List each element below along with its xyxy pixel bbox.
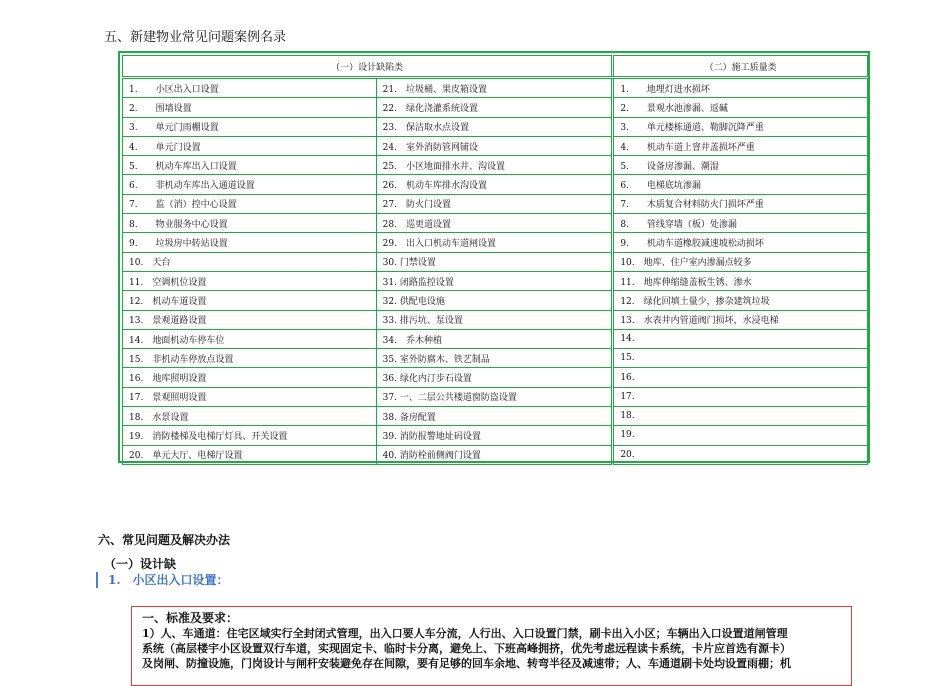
standard-line-2: 系统（高层楼宇小区设置双行车道，实现固定卡、临时卡分离，避免上、下班高峰拥挤，优先考虑远程读卡系统，卡片应首选有源卡） xyxy=(142,642,791,655)
table-cell: 35. 室外防腐木、铁艺制品 xyxy=(376,349,613,368)
table-row xyxy=(123,349,868,368)
table-row xyxy=(123,194,868,213)
table-header-row xyxy=(123,56,868,78)
table-cell: 7. 木质复合材料防火门损坏严重 xyxy=(613,194,868,213)
item-number: 1. xyxy=(108,573,121,587)
table-cell: 26. 机动车库排水沟设置 xyxy=(376,175,613,194)
table-cell: 29. 出入口机动车道闸设置 xyxy=(376,233,613,252)
table-cell: 4. 单元门设置 xyxy=(123,136,377,155)
table-cell: 31. 闭路监控设置 xyxy=(376,271,613,290)
table-row xyxy=(123,98,868,117)
table-cell: 7. 监（消）控中心设置 xyxy=(123,194,377,213)
table-cell: 8. 物业服务中心设置 xyxy=(123,214,377,233)
table-cell: 18. 水景设置 xyxy=(123,407,377,426)
table-cell: 1. 地埋灯进水损坏 xyxy=(613,78,868,98)
table-cell: 14. xyxy=(613,329,868,348)
table-cell: 15. 非机动车停放点设置 xyxy=(123,349,377,368)
table-row xyxy=(123,271,868,290)
table-cell: 39. 消防报警地址码设置 xyxy=(376,426,613,445)
table-row xyxy=(123,445,868,464)
table-cell: 18. xyxy=(613,407,868,426)
table-cell: 14. 地面机动车停车位 xyxy=(123,329,377,348)
table-row xyxy=(123,407,868,426)
table-cell: 16. xyxy=(613,368,868,387)
table-row xyxy=(123,233,868,252)
table-cell: 3. 单元楼栋通道、勒脚沉降严重 xyxy=(613,117,868,136)
standard-line-1: 1）人、车通道：住宅区域实行全封闭式管理，出入口要人车分流，人行出、入口设置门禁，刷卡出入小区；车辆出入口设置道闸管理 xyxy=(142,627,788,640)
table-cell: 9. 垃圾房中转站设置 xyxy=(123,233,377,252)
table-cell: 5. 设备房渗漏、潮湿 xyxy=(613,156,868,175)
standard-heading: 一、标准及要求： xyxy=(142,611,239,625)
table-cell: 21. 垃圾桶、果皮箱设置 xyxy=(376,78,613,98)
table-cell: 38. 备房配置 xyxy=(376,407,613,426)
table-row xyxy=(123,117,868,136)
table-cell: 6. 非机动车库出入通道设置 xyxy=(123,175,377,194)
table-cell: 24. 室外消防管网铺设 xyxy=(376,136,613,155)
table-cell: 11. 地库伸缩缝盖板生锈、渗水 xyxy=(613,271,868,290)
item-entrance-heading[interactable] xyxy=(96,572,229,588)
table-cell: 1. 小区出入口设置 xyxy=(123,78,377,98)
table-cell: 8. 管线穿墙（板）处渗漏 xyxy=(613,214,868,233)
standard-line-3: 及岗闸、防撞设施，门岗设计与闸杆安装避免存在间隙，要有足够的回车余地、转弯半径及减速带；人、车通道刷卡处均设置雨棚；机 xyxy=(142,657,791,670)
case-table-grid xyxy=(122,55,868,465)
table-cell: 22. 绿化浇灌系统设置 xyxy=(376,98,613,117)
table-cell: 34. 乔木种植 xyxy=(376,329,613,348)
table-row xyxy=(123,310,868,329)
table-cell: 32. 供配电设施 xyxy=(376,291,613,310)
table-cell: 36. 绿化内汀步石设置 xyxy=(376,368,613,387)
table-cell: 12. 绿化回填土量少，掺杂建筑垃圾 xyxy=(613,291,868,310)
table-row xyxy=(123,175,868,194)
table-cell: 40. 消防栓前侧阀门设置 xyxy=(376,445,613,464)
table-cell: 30. 门禁设置 xyxy=(376,252,613,271)
table-row xyxy=(123,214,868,233)
table-cell: 19. xyxy=(613,426,868,445)
table-cell: 16. 地库照明设置 xyxy=(123,368,377,387)
table-cell: 33. 排污坑、泵设置 xyxy=(376,310,613,329)
table-cell: 9. 机动车道橡胶减速坡松动损坏 xyxy=(613,233,868,252)
table-row xyxy=(123,156,868,175)
table-row xyxy=(123,426,868,445)
table-cell: 2. 景观水池渗漏、返碱 xyxy=(613,98,868,117)
table-cell: 5. 机动车库出入口设置 xyxy=(123,156,377,175)
section6-title: 六、常见问题及解决办法 xyxy=(98,533,231,547)
header-design-defects: （一）设计缺陷类 xyxy=(123,56,613,78)
design-defects-subtitle: （一）设计缺 xyxy=(104,557,177,571)
header-construction-quality: （二）施工质量类 xyxy=(613,56,868,78)
table-cell: 23. 保洁取水点设置 xyxy=(376,117,613,136)
table-cell: 2. 围墙设置 xyxy=(123,98,377,117)
table-cell: 4. 机动车道上窨井盖损坏严重 xyxy=(613,136,868,155)
table-cell: 12. 机动车道设置 xyxy=(123,291,377,310)
item-label: 小区出入口设置： xyxy=(132,573,229,587)
table-row xyxy=(123,136,868,155)
table-cell: 19. 消防楼梯及电梯厅灯具、开关设置 xyxy=(123,426,377,445)
table-cell: 13. 景观道路设置 xyxy=(123,310,377,329)
table-cell: 13. 水表井内管道阀门损坏，水浸电梯 xyxy=(613,310,868,329)
table-cell: 3. 单元门雨棚设置 xyxy=(123,117,377,136)
table-cell: 10. 天台 xyxy=(123,252,377,271)
table-row xyxy=(123,78,868,98)
table-row xyxy=(123,252,868,271)
section5-title: 五、新建物业常见问题案例名录 xyxy=(104,30,287,45)
table-cell: 6. 电梯底坑渗漏 xyxy=(613,175,868,194)
table-cell: 25. 小区地面排水井、沟设置 xyxy=(376,156,613,175)
table-cell: 17. xyxy=(613,387,868,406)
table-cell: 11. 空调机位设置 xyxy=(123,271,377,290)
table-row xyxy=(123,329,868,348)
table-cell: 20. xyxy=(613,445,868,464)
table-cell: 15. xyxy=(613,349,868,368)
table-cell: 17. 景观照明设置 xyxy=(123,387,377,406)
table-row xyxy=(123,387,868,406)
table-cell: 27. 防火门设置 xyxy=(376,194,613,213)
table-cell: 28. 巡更道设置 xyxy=(376,214,613,233)
standard-box xyxy=(131,606,852,686)
table-cell: 10. 地库、住户室内渗漏点较多 xyxy=(613,252,868,271)
table-row xyxy=(123,291,868,310)
table-cell: 20. 单元大厅、电梯厅设置 xyxy=(123,445,377,464)
table-cell: 37. 一、二层公共楼道窗防盗设置 xyxy=(376,387,613,406)
case-table xyxy=(118,51,870,463)
table-row xyxy=(123,368,868,387)
